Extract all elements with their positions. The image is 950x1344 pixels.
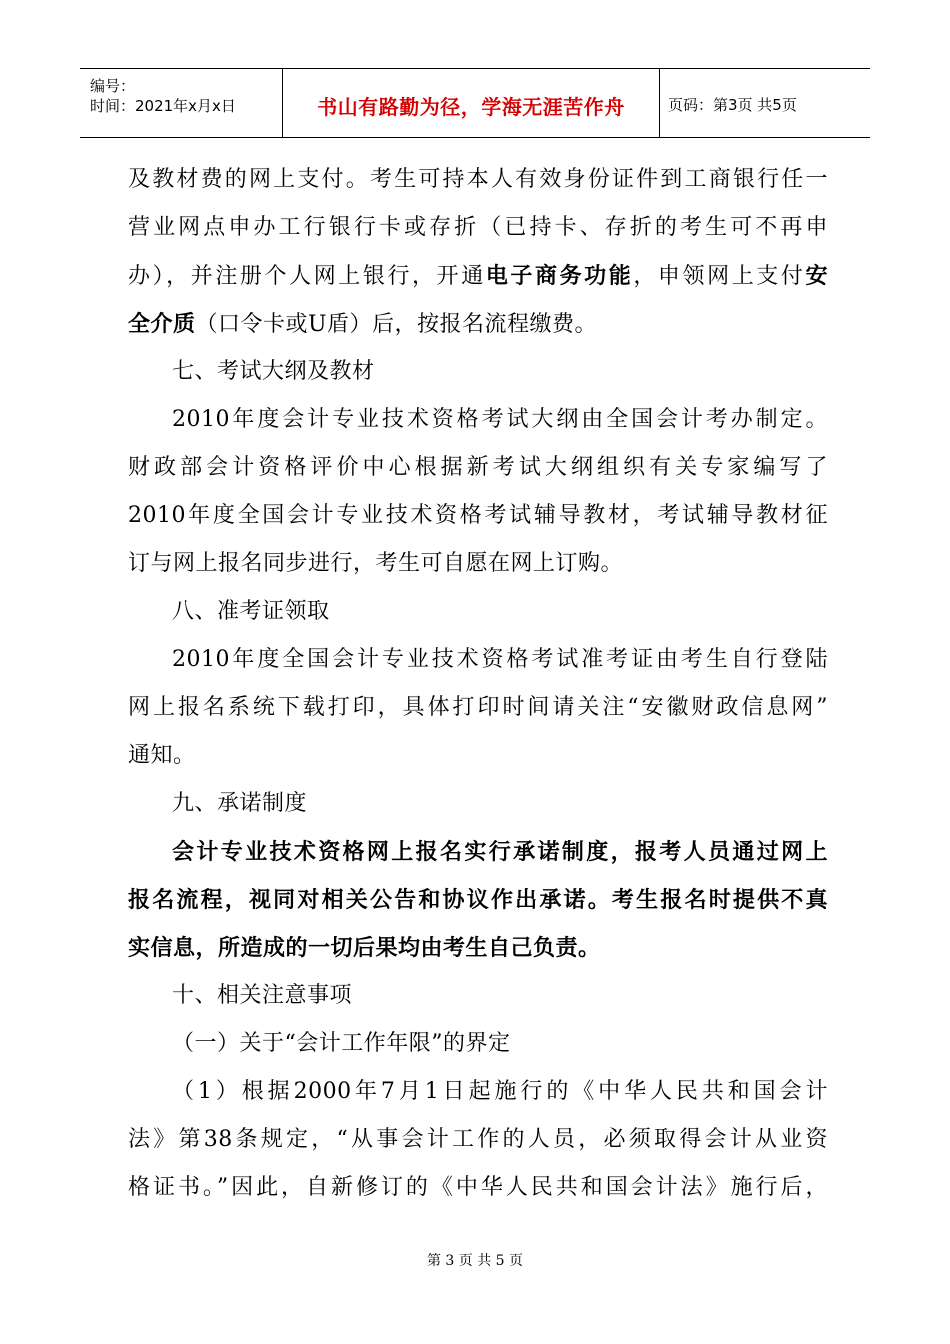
- paragraph-line: 网上报名系统下载打印，具体打印时间请关注“安徽财政信息网”: [128, 695, 828, 720]
- paragraph-line: [128, 252, 828, 300]
- bold-paragraph-line: 报名流程，视同对相关公告和协议作出承诺。考生报名时提供不真: [128, 887, 828, 913]
- page-footer: 第 3 页 共 5 页: [426, 1253, 524, 1269]
- paragraph-line: （1）根据2000年7月1日起施行的《中华人民共和国会计: [172, 1079, 828, 1104]
- section-heading-8: 八、准考证领取: [172, 599, 330, 624]
- bold-text-run: 全介质: [128, 311, 196, 337]
- document-number-label: 编号：: [90, 77, 136, 95]
- bold-text-run: 电子商务功能: [485, 263, 634, 289]
- paragraph-line: 格证书。”因此，自新修订的《中华人民共和国会计法》施行后，: [128, 1175, 828, 1200]
- document-body: [128, 156, 828, 1212]
- section-heading-9: 九、承诺制度: [172, 791, 308, 816]
- text-run: 办），并注册个人网上银行，开通: [128, 264, 486, 289]
- paragraph-line: 2010年度会计专业技术资格考试大纲由全国会计考办制定。: [172, 407, 828, 432]
- bold-text-run: 安: [805, 263, 828, 289]
- header-page-number: 页码：第3页 共5页: [668, 96, 797, 114]
- paragraph-line: 营业网点申办工行银行卡或存折（已持卡、存折的考生可不再申: [128, 215, 828, 240]
- paragraph-line: 及教材费的网上支付。考生可持本人有效身份证件到工商银行任一: [128, 167, 828, 192]
- header-page-cell: [660, 69, 870, 137]
- subsection-heading: （一）关于“会计工作年限”的界定: [172, 1031, 511, 1056]
- paragraph-line: 财政部会计资格评价中心根据新考试大纲组织有关专家编写了: [128, 455, 828, 480]
- document-time-label: 时间：2021年x月x日: [90, 97, 236, 115]
- paragraph-line: 法》第38条规定，“从事会计工作的人员，必须取得会计从业资: [128, 1127, 828, 1152]
- bold-paragraph-line: 实信息，所造成的一切后果均由考生自己负责。: [128, 935, 601, 961]
- section-heading-10: 十、相关注意事项: [172, 983, 353, 1008]
- document-header: [80, 68, 870, 138]
- bold-paragraph-line: 会计专业技术资格网上报名实行承诺制度，报考人员通过网上: [172, 839, 828, 865]
- paragraph-line: [128, 300, 828, 348]
- header-meta-cell: [80, 69, 283, 137]
- header-motto: 书山有路勤为径，学海无涯苦作舟: [317, 95, 625, 119]
- header-motto-cell: [283, 69, 660, 137]
- text-run: （口令卡或U盾）后，按报名流程缴费。: [195, 312, 598, 337]
- paragraph-line: 通知。: [128, 743, 196, 768]
- paragraph-line: 2010年度全国会计专业技术资格考试准考证由考生自行登陆: [172, 647, 828, 672]
- section-heading-7: 七、考试大纲及教材: [172, 359, 375, 384]
- paragraph-line: 2010年度全国会计专业技术资格考试辅导教材，考试辅导教材征: [128, 503, 828, 528]
- text-run: ，申领网上支付: [633, 264, 806, 289]
- paragraph-line: 订与网上报名同步进行，考生可自愿在网上订购。: [128, 551, 624, 576]
